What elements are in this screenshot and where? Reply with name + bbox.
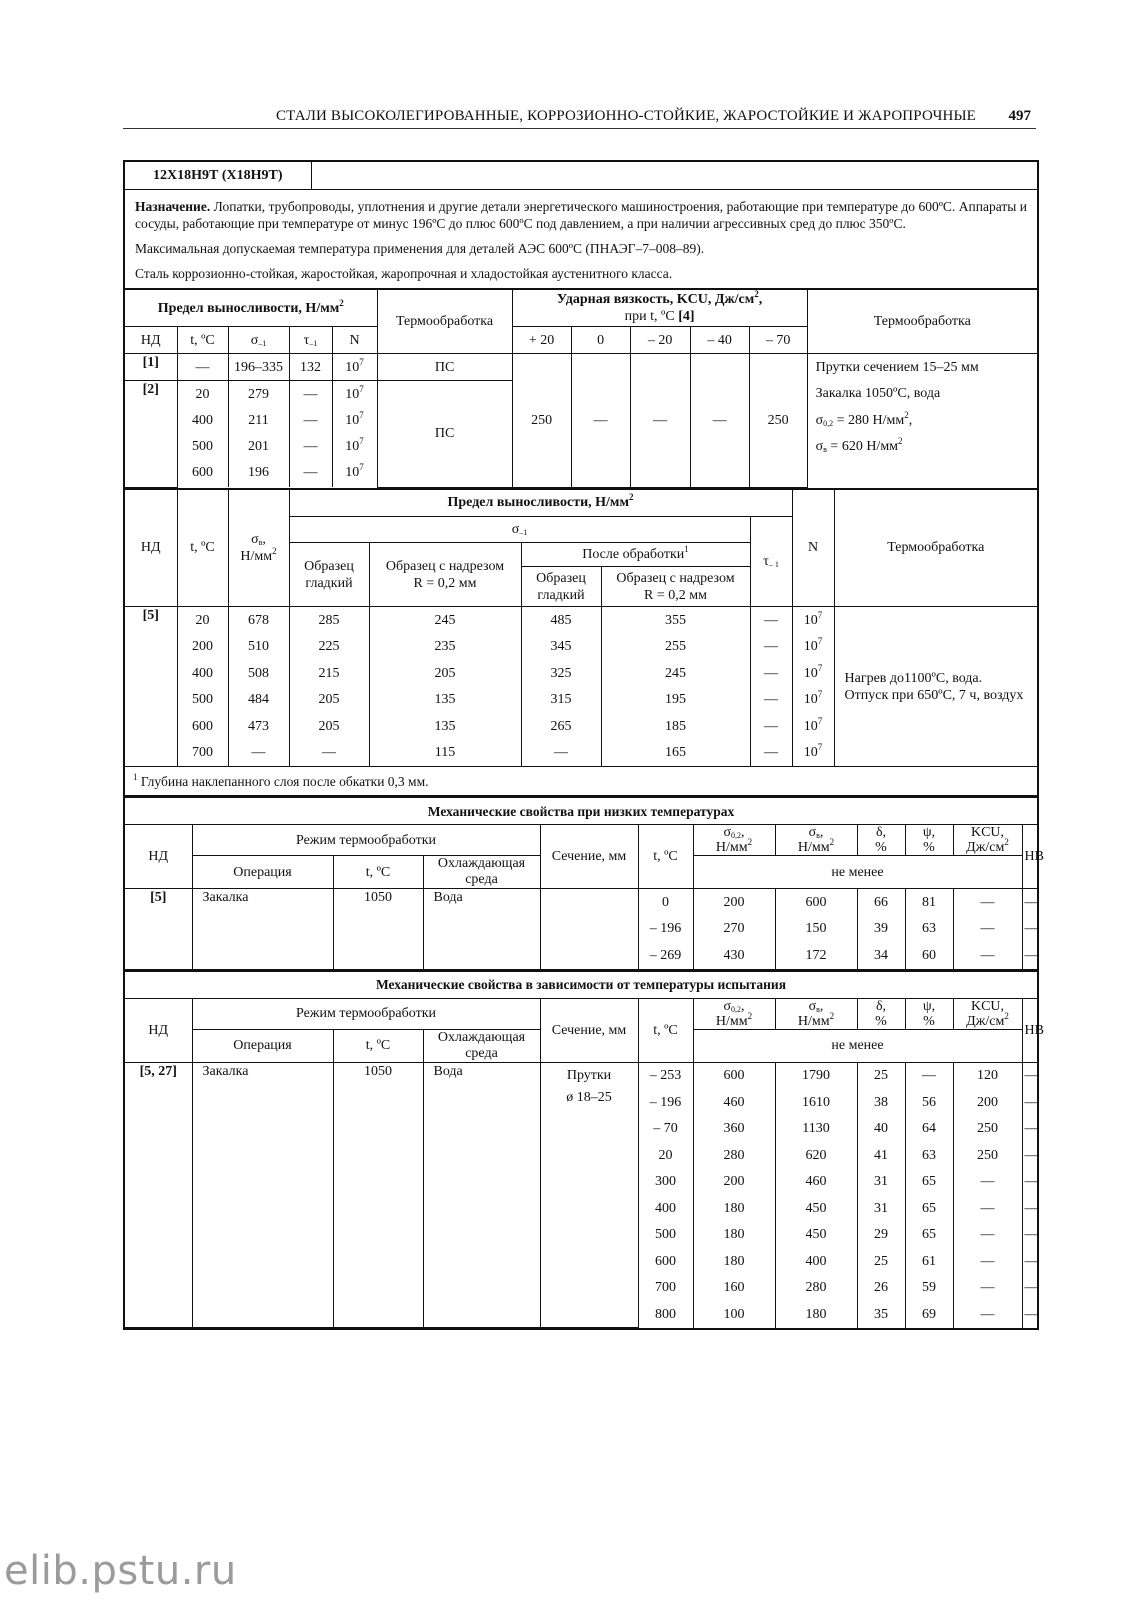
t2-row-n: $10^7$ xyxy=(792,740,834,767)
t4-row-psi: 65 xyxy=(905,1169,953,1196)
page-number: 497 xyxy=(1008,108,1031,124)
t4-row-hb: — xyxy=(1022,1062,1037,1089)
t1-nd-1: [1] xyxy=(125,354,177,381)
t4-row-t: 500 xyxy=(638,1222,693,1249)
t2-row-t: 20 xyxy=(177,607,228,634)
t2-header-after-processing: После обработки$^1$ xyxy=(521,543,750,567)
t2-row-smooth-after: 325 xyxy=(521,660,601,687)
t4-row-kcu: 250 xyxy=(953,1116,1022,1143)
t1-r1-n: $10^7$ xyxy=(332,354,377,381)
t2-row-sigma-v: 510 xyxy=(228,634,289,661)
t3-header-sv: $\sigma_в$, $Н/мм^2$ xyxy=(775,825,857,856)
t4-row-hb: — xyxy=(1022,1089,1037,1116)
t3-row-psi: 81 xyxy=(905,889,953,916)
low-temperature-table xyxy=(125,796,1044,970)
t4-row-psi: 64 xyxy=(905,1116,953,1143)
t3-row-delta: 66 xyxy=(857,889,905,916)
t4-row-delta: 25 xyxy=(857,1248,905,1275)
t2-row-smooth: 215 xyxy=(289,660,369,687)
t3-row-hb: — xyxy=(1022,889,1037,916)
t4-row-delta: 38 xyxy=(857,1089,905,1116)
t2-header-nd: НД xyxy=(125,489,177,607)
t4-row-t: 400 xyxy=(638,1195,693,1222)
t4-row-s02: 180 xyxy=(693,1222,775,1249)
t4-row-kcu: 250 xyxy=(953,1142,1022,1169)
t1-r2-n-2: $10^7$ xyxy=(332,407,377,433)
t2-row-notch: 135 xyxy=(369,687,521,714)
t4-row-hb: — xyxy=(1022,1169,1037,1196)
t3-row-kcu: — xyxy=(953,889,1022,916)
t2-row-tau: — xyxy=(750,607,792,634)
t1-r2-tau-2: — xyxy=(289,407,332,433)
t4-header-nd: НД xyxy=(125,998,192,1062)
t4-row-kcu: — xyxy=(953,1301,1022,1328)
t4-section-2: ø 18–25 xyxy=(540,1089,638,1328)
t4-header-operation: Операция xyxy=(192,1029,333,1062)
t4-row-kcu: 120 xyxy=(953,1062,1022,1089)
t2-row-n: $10^7$ xyxy=(792,607,834,634)
t2-row-notch-after: 195 xyxy=(601,687,750,714)
t4-row-kcu: — xyxy=(953,1222,1022,1249)
t2-row-smooth-after: 315 xyxy=(521,687,601,714)
t4-row-t: 600 xyxy=(638,1248,693,1275)
t4-row-kcu: — xyxy=(953,1169,1022,1196)
t2-treatment: Нагрев до1100ºС, вода. Отпуск при 650ºС, 7 ч, воздух xyxy=(834,607,1037,767)
t4-row-psi: 69 xyxy=(905,1301,953,1328)
t4-row-hb: — xyxy=(1022,1301,1037,1328)
t3-row-psi: 63 xyxy=(905,916,953,943)
t4-row-hb: — xyxy=(1022,1195,1037,1222)
t1-col-temp-2: 0 xyxy=(571,327,630,354)
t4-row-sv: 450 xyxy=(775,1195,857,1222)
t1-col-temp-3: – 20 xyxy=(630,327,690,354)
t1-r2-tau-4: — xyxy=(289,459,332,485)
t3-header-psi: ψ, % xyxy=(905,825,953,856)
t2-header-sigma-v: $\sigma_в$, $Н/мм^2$ xyxy=(228,489,289,607)
t1-r1-tau: 132 xyxy=(289,354,332,381)
t3-row-delta: 39 xyxy=(857,916,905,943)
t4-row-psi: 59 xyxy=(905,1275,953,1302)
t2-row-sigma-v: 508 xyxy=(228,660,289,687)
t4-row-t: 300 xyxy=(638,1169,693,1196)
t4-row-delta: 29 xyxy=(857,1222,905,1249)
grade-table xyxy=(125,162,1037,190)
grade-empty-cell xyxy=(311,162,1037,190)
t3-row-psi: 60 xyxy=(905,942,953,969)
t3-row-hb: — xyxy=(1022,916,1037,943)
t4-row-sv: 1610 xyxy=(775,1089,857,1116)
t4-header-t-test: t, ºC xyxy=(638,998,693,1062)
t4-row-hb: — xyxy=(1022,1222,1037,1249)
t4-row-s02: 360 xyxy=(693,1116,775,1143)
t1-header-impact: Ударная вязкость, KCU, $Дж/см^2$, при t, ºC [4] xyxy=(512,289,807,327)
t1-r1-treatment: ПС xyxy=(377,354,512,381)
t4-row-sv: 280 xyxy=(775,1275,857,1302)
t4-row-sv: 180 xyxy=(775,1301,857,1328)
t4-header-cooling: Охлаждающая среда xyxy=(423,1029,540,1062)
t2-row-t: 600 xyxy=(177,713,228,740)
t2-row-notch: 115 xyxy=(369,740,521,767)
t2-row-sigma-v: — xyxy=(228,740,289,767)
t3-t-treat: 1050 xyxy=(333,889,423,970)
t2-header-smooth: Образец гладкий xyxy=(289,543,369,607)
t3-row-t: 0 xyxy=(638,889,693,916)
t3-header-t-test: t, ºC xyxy=(638,825,693,889)
t4-row-psi: 61 xyxy=(905,1248,953,1275)
t2-row-smooth-after: — xyxy=(521,740,601,767)
t2-row-notch-after: 255 xyxy=(601,634,750,661)
t3-row-delta: 34 xyxy=(857,942,905,969)
t4-row-delta: 26 xyxy=(857,1275,905,1302)
t2-row-t: 500 xyxy=(177,687,228,714)
t1-r2-treatment: ПС xyxy=(377,381,512,488)
t3-row-kcu: — xyxy=(953,942,1022,969)
t4-header-delta: δ, % xyxy=(857,998,905,1029)
t1-kcu-1: 250 xyxy=(512,354,571,488)
t1-col-sigma: $\sigma_{-1}$ xyxy=(228,327,289,354)
t4-row-t: – 70 xyxy=(638,1116,693,1143)
t1-r2-t-4: 600 xyxy=(177,459,228,485)
t2-row-sigma-v: 678 xyxy=(228,607,289,634)
t2-row-smooth: 285 xyxy=(289,607,369,634)
t4-section-1: Прутки xyxy=(540,1062,638,1089)
endurance-temperature-table xyxy=(125,488,1037,797)
t2-row-tau: — xyxy=(750,740,792,767)
t2-row-notch: 205 xyxy=(369,660,521,687)
t4-row-hb: — xyxy=(1022,1116,1037,1143)
t3-row-kcu: — xyxy=(953,916,1022,943)
t4-nd: [5, 27] xyxy=(125,1062,192,1328)
t2-row-smooth-after: 265 xyxy=(521,713,601,740)
t1-r2-n-1: $10^7$ xyxy=(332,381,377,408)
max-temperature-note: Максимальная допускаемая температура применения для деталей АЭС 600ºС (ПНАЭГ–7–008–89). xyxy=(135,241,705,256)
t1-nd-2: [2] xyxy=(125,381,177,488)
t4-row-s02: 200 xyxy=(693,1169,775,1196)
t2-row-n: $10^7$ xyxy=(792,634,834,661)
t2-header-notch: Образец с надрезом R = 0,2 мм xyxy=(369,543,521,607)
t2-header-smooth-2: Образец гладкий xyxy=(521,567,601,607)
watermark: elib.pstu.ru xyxy=(4,1548,237,1594)
t2-row-notch: 245 xyxy=(369,607,521,634)
t1-r2-t-1: 20 xyxy=(177,381,228,408)
t4-row-psi: 56 xyxy=(905,1089,953,1116)
t4-title: Механические свойства в зависимости от температуры испытания xyxy=(125,971,1037,999)
t4-row-psi: 65 xyxy=(905,1222,953,1249)
t4-header-mode: Режим термообработки xyxy=(192,998,540,1029)
t4-row-delta: 40 xyxy=(857,1116,905,1143)
t2-row-sigma-v: 473 xyxy=(228,713,289,740)
purpose-paragraph xyxy=(135,198,1027,232)
t4-row-hb: — xyxy=(1022,1275,1037,1302)
t1-treatment-2-line-3: $\sigma_в = 620$ $Н/мм^2$ xyxy=(807,433,1037,459)
t4-row-kcu: 200 xyxy=(953,1089,1022,1116)
t3-row-s02: 430 xyxy=(693,942,775,969)
t2-row-n: $10^7$ xyxy=(792,660,834,687)
t1-treatment-2-empty xyxy=(807,459,1037,485)
t2-header-notch-2: Образец с надрезом R = 0,2 мм xyxy=(601,567,750,607)
t1-col-n: N xyxy=(332,327,377,354)
t1-r2-sigma-1: 279 xyxy=(228,381,289,408)
t2-row-tau: — xyxy=(750,713,792,740)
t4-row-kcu: — xyxy=(953,1248,1022,1275)
t4-row-delta: 31 xyxy=(857,1195,905,1222)
t2-header-sigma-m1: $\sigma_{-1}$ xyxy=(289,517,750,543)
t1-r1-treatment-2: Прутки сечением 15–25 мм xyxy=(807,354,1037,381)
t4-header-psi: ψ, % xyxy=(905,998,953,1029)
t2-row-n: $10^7$ xyxy=(792,687,834,714)
t1-r2-sigma-2: 211 xyxy=(228,407,289,433)
t4-t-treat: 1050 xyxy=(333,1062,423,1328)
t1-kcu-2: — xyxy=(571,354,630,488)
t4-header-sv: $\sigma_в$, $Н/мм^2$ xyxy=(775,998,857,1029)
t1-kcu-5: 250 xyxy=(749,354,807,488)
t4-row-s02: 180 xyxy=(693,1248,775,1275)
t2-row-smooth-after: 345 xyxy=(521,634,601,661)
t4-row-t: 700 xyxy=(638,1275,693,1302)
t3-nd: [5] xyxy=(125,889,192,970)
t1-r2-tau-3: — xyxy=(289,433,332,459)
t4-row-kcu: — xyxy=(953,1195,1022,1222)
t2-row-t: 400 xyxy=(177,660,228,687)
t4-header-min: не менее xyxy=(693,1029,1022,1062)
grade-name: 12Х18Н9Т (Х18Н9Т) xyxy=(125,162,311,190)
t4-header-s02: $\sigma_{0,2}$, $Н/мм^2$ xyxy=(693,998,775,1029)
test-temperature-table xyxy=(125,970,1044,1329)
t4-row-t: 800 xyxy=(638,1301,693,1328)
t2-row-sigma-v: 484 xyxy=(228,687,289,714)
t1-col-temp-1: + 20 xyxy=(512,327,571,354)
t1-col-t: t, ºC xyxy=(177,327,228,354)
t1-header-endurance: Предел выносливости, $Н/мм^2$ xyxy=(125,289,377,327)
t2-row-notch-after: 355 xyxy=(601,607,750,634)
t4-row-psi: 65 xyxy=(905,1195,953,1222)
t2-row-t: 700 xyxy=(177,740,228,767)
t4-row-sv: 1790 xyxy=(775,1062,857,1089)
t4-row-s02: 160 xyxy=(693,1275,775,1302)
running-header xyxy=(123,104,1036,129)
t2-header-t: t, ºC xyxy=(177,489,228,607)
t1-r2-n-4: $10^7$ xyxy=(332,459,377,485)
t2-header-tau: $\tau_{- 1}$ xyxy=(750,517,792,607)
t4-header-t: t, ºC xyxy=(333,1029,423,1062)
t1-col-temp-4: – 40 xyxy=(690,327,749,354)
t4-row-delta: 41 xyxy=(857,1142,905,1169)
t2-row-notch-after: 165 xyxy=(601,740,750,767)
t3-header-min: не менее xyxy=(693,856,1022,889)
t3-row-t: – 269 xyxy=(638,942,693,969)
t2-nd: [5] xyxy=(125,607,177,767)
t1-treatment-2-line-1: Закалка 1050ºС, вода xyxy=(807,381,1037,408)
t4-header-hb: НВ xyxy=(1022,998,1037,1062)
t4-row-sv: 460 xyxy=(775,1169,857,1196)
t4-row-psi: 63 xyxy=(905,1142,953,1169)
purpose-section xyxy=(125,190,1037,288)
t1-kcu-3: — xyxy=(630,354,690,488)
t2-row-smooth-after: 485 xyxy=(521,607,601,634)
t1-r2-t-2: 400 xyxy=(177,407,228,433)
t1-r2-sigma-4: 196 xyxy=(228,459,289,485)
t3-header-delta: δ, % xyxy=(857,825,905,856)
t4-cooling: Вода xyxy=(423,1062,540,1328)
purpose-text: Лопатки, трубопроводы, уплотнения и другие детали энергетического машиностроения, работающие при температуре до 600ºС. Аппараты и сосуды, работающие при температуре от минус 196ºС до плюс 600ºС под давлением, а при наличии агрессивных сред до плюс 350ºС. xyxy=(135,199,1027,231)
t2-header-treatment: Термообработка xyxy=(834,489,1037,607)
t1-r1-t: — xyxy=(177,354,228,381)
t2-row-notch: 135 xyxy=(369,713,521,740)
t3-header-section: Сечение, мм xyxy=(540,825,638,889)
t1-treatment-2-line-2: $\sigma_{0,2} = 280$ $Н/мм^2$, xyxy=(807,407,1037,433)
t4-row-t: 20 xyxy=(638,1142,693,1169)
t3-operation: Закалка xyxy=(192,889,333,970)
t2-footnote: $^1$ Глубина наклепанного слоя после обкатки 0,3 мм. xyxy=(125,767,1037,796)
t4-row-s02: 100 xyxy=(693,1301,775,1328)
t4-row-delta: 35 xyxy=(857,1301,905,1328)
t3-row-t: – 196 xyxy=(638,916,693,943)
t4-row-t: – 253 xyxy=(638,1062,693,1089)
t4-row-hb: — xyxy=(1022,1248,1037,1275)
t4-row-sv: 400 xyxy=(775,1248,857,1275)
t4-header-section: Сечение, мм xyxy=(540,998,638,1062)
steel-card xyxy=(123,160,1044,1330)
t4-row-sv: 620 xyxy=(775,1142,857,1169)
t3-section xyxy=(540,889,638,970)
t3-row-sv: 150 xyxy=(775,916,857,943)
t1-r2-n-3: $10^7$ xyxy=(332,433,377,459)
running-header-title: СТАЛИ ВЫСОКОЛЕГИРОВАННЫЕ, КОРРОЗИОННО-СТОЙКИЕ, ЖАРОСТОЙКИЕ И ЖАРОПРОЧНЫЕ xyxy=(276,108,976,124)
t4-row-delta: 31 xyxy=(857,1169,905,1196)
endurance-impact-table xyxy=(125,288,1037,488)
t1-header-treatment: Термообработка xyxy=(377,289,512,354)
t4-row-psi: — xyxy=(905,1062,953,1089)
t4-row-sv: 450 xyxy=(775,1222,857,1249)
t1-r1-sigma: 196–335 xyxy=(228,354,289,381)
t3-header-cooling: Охлаждающая среда xyxy=(423,856,540,889)
t4-row-s02: 460 xyxy=(693,1089,775,1116)
t1-r2-sigma-3: 201 xyxy=(228,433,289,459)
t4-row-sv: 1130 xyxy=(775,1116,857,1143)
t1-r2-t-3: 500 xyxy=(177,433,228,459)
t2-row-smooth: 225 xyxy=(289,634,369,661)
t3-header-t: t, ºC xyxy=(333,856,423,889)
t2-row-tau: — xyxy=(750,660,792,687)
t3-title: Механические свойства при низких температурах xyxy=(125,797,1037,825)
t3-header-kcu: KCU, $Дж/см^2$ xyxy=(953,825,1022,856)
steel-class-note: Сталь коррозионно-стойкая, жаростойкая, жаропрочная и хладостойкая аустенитного класса. xyxy=(135,266,673,281)
t4-row-s02: 280 xyxy=(693,1142,775,1169)
t1-kcu-4: — xyxy=(690,354,749,488)
t3-header-operation: Операция xyxy=(192,856,333,889)
t4-row-hb: — xyxy=(1022,1142,1037,1169)
t3-header-s02: $\sigma_{0,2}$, $Н/мм^2$ xyxy=(693,825,775,856)
t1-header-treatment-2: Термообработка xyxy=(807,289,1037,354)
t4-row-delta: 25 xyxy=(857,1062,905,1089)
t4-row-kcu: — xyxy=(953,1275,1022,1302)
t3-cooling: Вода xyxy=(423,889,540,970)
t4-row-s02: 600 xyxy=(693,1062,775,1089)
t4-row-s02: 180 xyxy=(693,1195,775,1222)
t1-r2-tau-1: — xyxy=(289,381,332,408)
t4-operation: Закалка xyxy=(192,1062,333,1328)
t2-row-smooth: 205 xyxy=(289,713,369,740)
purpose-label: Назначение. xyxy=(135,199,211,214)
t3-header-mode: Режим термообработки xyxy=(192,825,540,856)
t2-row-notch: 235 xyxy=(369,634,521,661)
t2-row-tau: — xyxy=(750,634,792,661)
t2-row-notch-after: 245 xyxy=(601,660,750,687)
t2-row-t: 200 xyxy=(177,634,228,661)
t3-row-s02: 200 xyxy=(693,889,775,916)
t1-col-tau: $\tau_{-1}$ xyxy=(289,327,332,354)
t3-row-sv: 172 xyxy=(775,942,857,969)
t3-row-s02: 270 xyxy=(693,916,775,943)
t3-row-hb: — xyxy=(1022,942,1037,969)
t4-row-t: – 196 xyxy=(638,1089,693,1116)
t2-header-endurance: Предел выносливости, $Н/мм^2$ xyxy=(289,489,792,517)
t2-header-n: N xyxy=(792,489,834,607)
t2-row-notch-after: 185 xyxy=(601,713,750,740)
t3-header-nd: НД xyxy=(125,825,192,889)
t2-row-tau: — xyxy=(750,687,792,714)
t2-row-smooth: — xyxy=(289,740,369,767)
t3-row-sv: 600 xyxy=(775,889,857,916)
t2-row-smooth: 205 xyxy=(289,687,369,714)
t1-col-temp-5: – 70 xyxy=(749,327,807,354)
t4-header-kcu: KCU, $Дж/см^2$ xyxy=(953,998,1022,1029)
t1-col-nd: НД xyxy=(125,327,177,354)
t2-row-n: $10^7$ xyxy=(792,713,834,740)
t3-header-hb: НВ xyxy=(1022,825,1037,889)
